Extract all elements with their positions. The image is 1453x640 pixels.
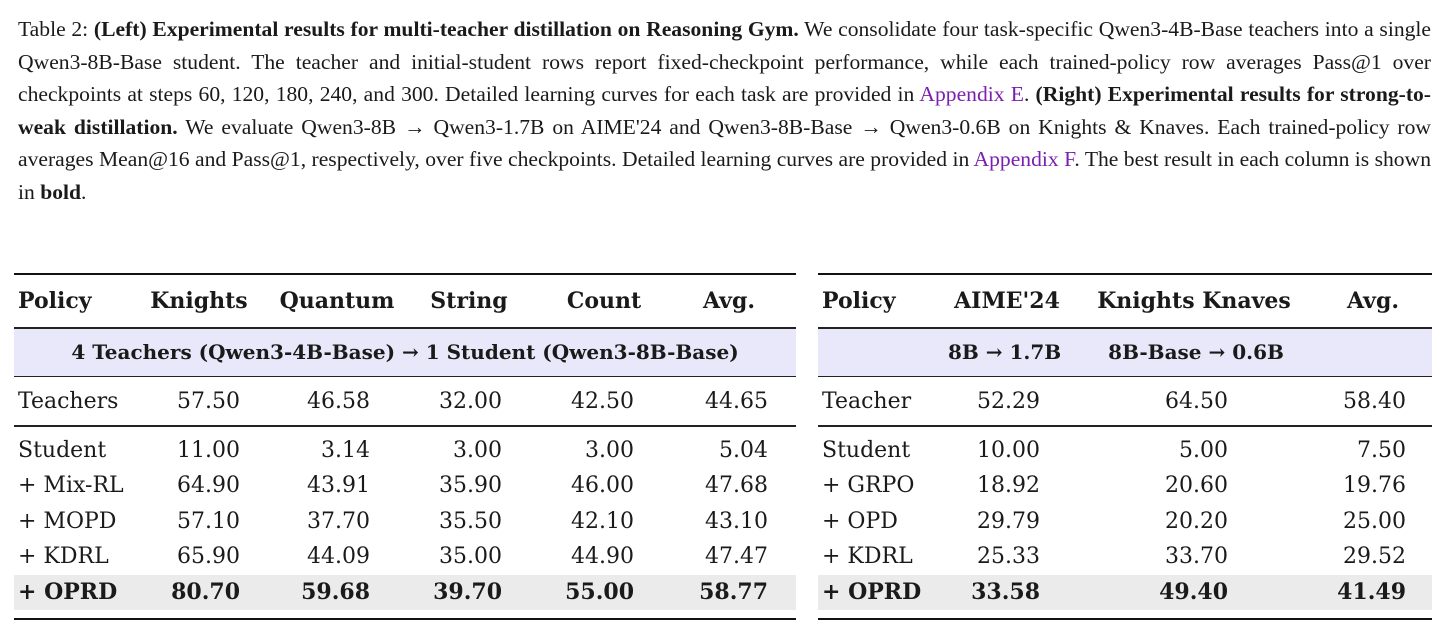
avg-cell: 19.76 <box>1343 473 1406 499</box>
aime-cell: 25.33 <box>977 544 1040 570</box>
table-row <box>14 377 796 425</box>
caption-left-title: (Left) Experimental results for multi-teacher distillation on Reasoning Gym. <box>93 17 799 41</box>
avg-cell: 47.47 <box>705 544 768 570</box>
caption-tail-text: The best result in each column is shown in <box>18 147 1431 204</box>
bottom-rule <box>818 618 1432 620</box>
table-row <box>14 468 796 504</box>
header-knights: Knights <box>150 288 248 314</box>
best-row <box>14 575 796 611</box>
caption-right-text: We evaluate Qwen3-8B → Qwen3-1.7B on AIME'24 and Qwen3-8B-Base → Qwen3-0.6B on Knights & Knaves. Each trained-policy row averages Mean@16 and Pass@1, respectively, over five checkpoints. Detailed learning curves are provided in <box>18 114 1431 172</box>
header-row <box>14 275 796 327</box>
knights-knaves-cell: 64.50 <box>1165 388 1228 414</box>
knights-knaves-cell: 20.20 <box>1165 508 1228 534</box>
appendix-e-link[interactable]: Appendix E <box>919 82 1024 107</box>
string-cell: 35.00 <box>439 544 502 570</box>
policy-cell: + OPRD <box>822 579 922 606</box>
count-cell: 42.10 <box>571 508 634 534</box>
knights-cell: 57.50 <box>177 388 240 414</box>
policy-cell: + KDRL <box>18 544 109 570</box>
caption-right-title: (Right) Experimental results for strong-to-weak distillation. <box>18 82 1432 139</box>
quantum-cell: 43.91 <box>307 473 370 499</box>
group-label-knights: 8B-Base → 0.6B <box>1108 340 1284 364</box>
avg-cell: 5.04 <box>719 437 768 463</box>
count-cell: 44.90 <box>571 544 634 570</box>
appendix-f-link[interactable]: Appendix F <box>973 147 1075 172</box>
table-row <box>14 539 796 575</box>
avg-cell: 41.49 <box>1337 579 1406 606</box>
avg-cell: 43.10 <box>705 508 768 534</box>
string-cell: 32.00 <box>439 388 502 414</box>
aime-cell: 52.29 <box>977 388 1040 414</box>
policy-cell: + Mix-RL <box>18 473 124 499</box>
quantum-cell: 46.58 <box>307 388 370 414</box>
header-avg: Avg. <box>702 288 755 314</box>
table-row <box>818 539 1432 575</box>
avg-cell: 7.50 <box>1357 437 1406 463</box>
aime-cell: 29.79 <box>977 508 1040 534</box>
knights-cell: 11.00 <box>177 437 240 463</box>
knights-cell: 65.90 <box>177 544 240 570</box>
header-quantum: Quantum <box>279 288 395 314</box>
policy-cell: + GRPO <box>822 473 915 499</box>
string-cell: 35.90 <box>439 473 502 499</box>
header-knights-knaves: Knights Knaves <box>1097 288 1291 314</box>
policy-cell: + KDRL <box>822 544 913 570</box>
group-labels <box>948 340 1324 364</box>
aime-cell: 33.58 <box>971 579 1040 606</box>
table-row <box>818 433 1432 469</box>
count-cell: 3.00 <box>585 437 634 463</box>
string-cell: 39.70 <box>433 579 502 606</box>
caption-label: Table 2: <box>18 17 89 41</box>
knights-knaves-cell: 49.40 <box>1159 579 1228 606</box>
avg-cell: 58.77 <box>699 579 768 606</box>
table-row <box>14 504 796 540</box>
group-label: 4 Teachers (Qwen3-4B-Base) → 1 Student (Qwen3-8B-Base) <box>71 340 739 364</box>
header-avg: Avg. <box>1346 288 1399 314</box>
avg-cell: 44.65 <box>705 388 768 414</box>
policy-cell: Teachers <box>18 388 119 414</box>
avg-cell: 47.68 <box>705 473 768 499</box>
knights-cell: 64.90 <box>177 473 240 499</box>
caption-left-text: We consolidate four task-specific Qwen3-4B-Base teachers into a single Qwen3-8B-Base student. The teacher and initial-student rows report fixed-checkpoint performance, while each trained-policy row averages Pass@1 over checkpoints at steps 60, 120, 180, 240, and 300. Detailed learning curves for each task are provided in <box>18 17 1432 107</box>
quantum-cell: 3.14 <box>321 437 370 463</box>
string-cell: 3.00 <box>453 437 502 463</box>
quantum-cell: 37.70 <box>307 508 370 534</box>
quantum-cell: 59.68 <box>301 579 370 606</box>
group-row <box>818 329 1432 376</box>
policy-cell: + MOPD <box>18 508 117 534</box>
policy-cell: + OPRD <box>18 579 118 606</box>
group-label-aime: 8B → 1.7B <box>948 340 1062 364</box>
policy-cell: + OPD <box>822 508 898 534</box>
policy-cell: Student <box>18 437 107 463</box>
header-count: Count <box>566 288 642 314</box>
table-row <box>818 377 1432 425</box>
bottom-rule <box>14 618 796 620</box>
policy-cell: Student <box>822 437 911 463</box>
avg-cell: 58.40 <box>1343 388 1406 414</box>
aime-cell: 10.00 <box>977 437 1040 463</box>
header-policy: Policy <box>822 288 896 314</box>
table-row <box>818 468 1432 504</box>
count-cell: 42.50 <box>571 388 634 414</box>
policy-cell: Teacher <box>822 388 912 414</box>
header-policy: Policy <box>18 288 92 314</box>
count-cell: 46.00 <box>571 473 634 499</box>
multi-teacher-table <box>14 273 796 620</box>
best-row <box>818 575 1432 611</box>
knights-cell: 57.10 <box>177 508 240 534</box>
aime-cell: 18.92 <box>977 473 1040 499</box>
header-string: String <box>430 288 508 314</box>
count-cell: 55.00 <box>565 579 634 606</box>
table-row <box>14 433 796 469</box>
knights-knaves-cell: 33.70 <box>1165 544 1228 570</box>
knights-knaves-cell: 5.00 <box>1179 437 1228 463</box>
avg-cell: 29.52 <box>1343 544 1406 570</box>
knights-knaves-cell: 20.60 <box>1165 473 1228 499</box>
table-row <box>818 504 1432 540</box>
strong-to-weak-table <box>818 273 1432 620</box>
table-caption: Table 2: (Left) Experimental results for multi-teacher distillation on Reasoning Gym. We consolidate four task-specific Qwen3-4B-Base teachers into a single Qwen3-8B-Base student. The teacher and initial-student rows report fixed-checkpoint performance, while each trained-policy row averages Pass@1 over checkpoints at steps 60, 120, 180, 240, and 300. Detailed learning curves for each task are provided in Appendix E. (Right) Experimental results for strong-to-weak distillation. We evaluate Qwen3-8B → Qwen3-1.7B on AIME'24 and Qwen3-8B-Base → Qwen3-0.6B on Knights & Knaves. Each trained-policy row averages Mean@16 and Pass@1, respectively, over five checkpoints. Detailed learning curves are provided in Appendix F. The best result in each column is shown in bold. <box>18 17 1432 204</box>
avg-cell: 25.00 <box>1343 508 1406 534</box>
quantum-cell: 44.09 <box>307 544 370 570</box>
header-aime: AIME'24 <box>954 288 1060 314</box>
caption-tail-bold: bold <box>40 179 82 204</box>
string-cell: 35.50 <box>439 508 502 534</box>
knights-cell: 80.70 <box>171 579 240 606</box>
group-row <box>14 329 796 376</box>
header-row <box>818 275 1432 327</box>
